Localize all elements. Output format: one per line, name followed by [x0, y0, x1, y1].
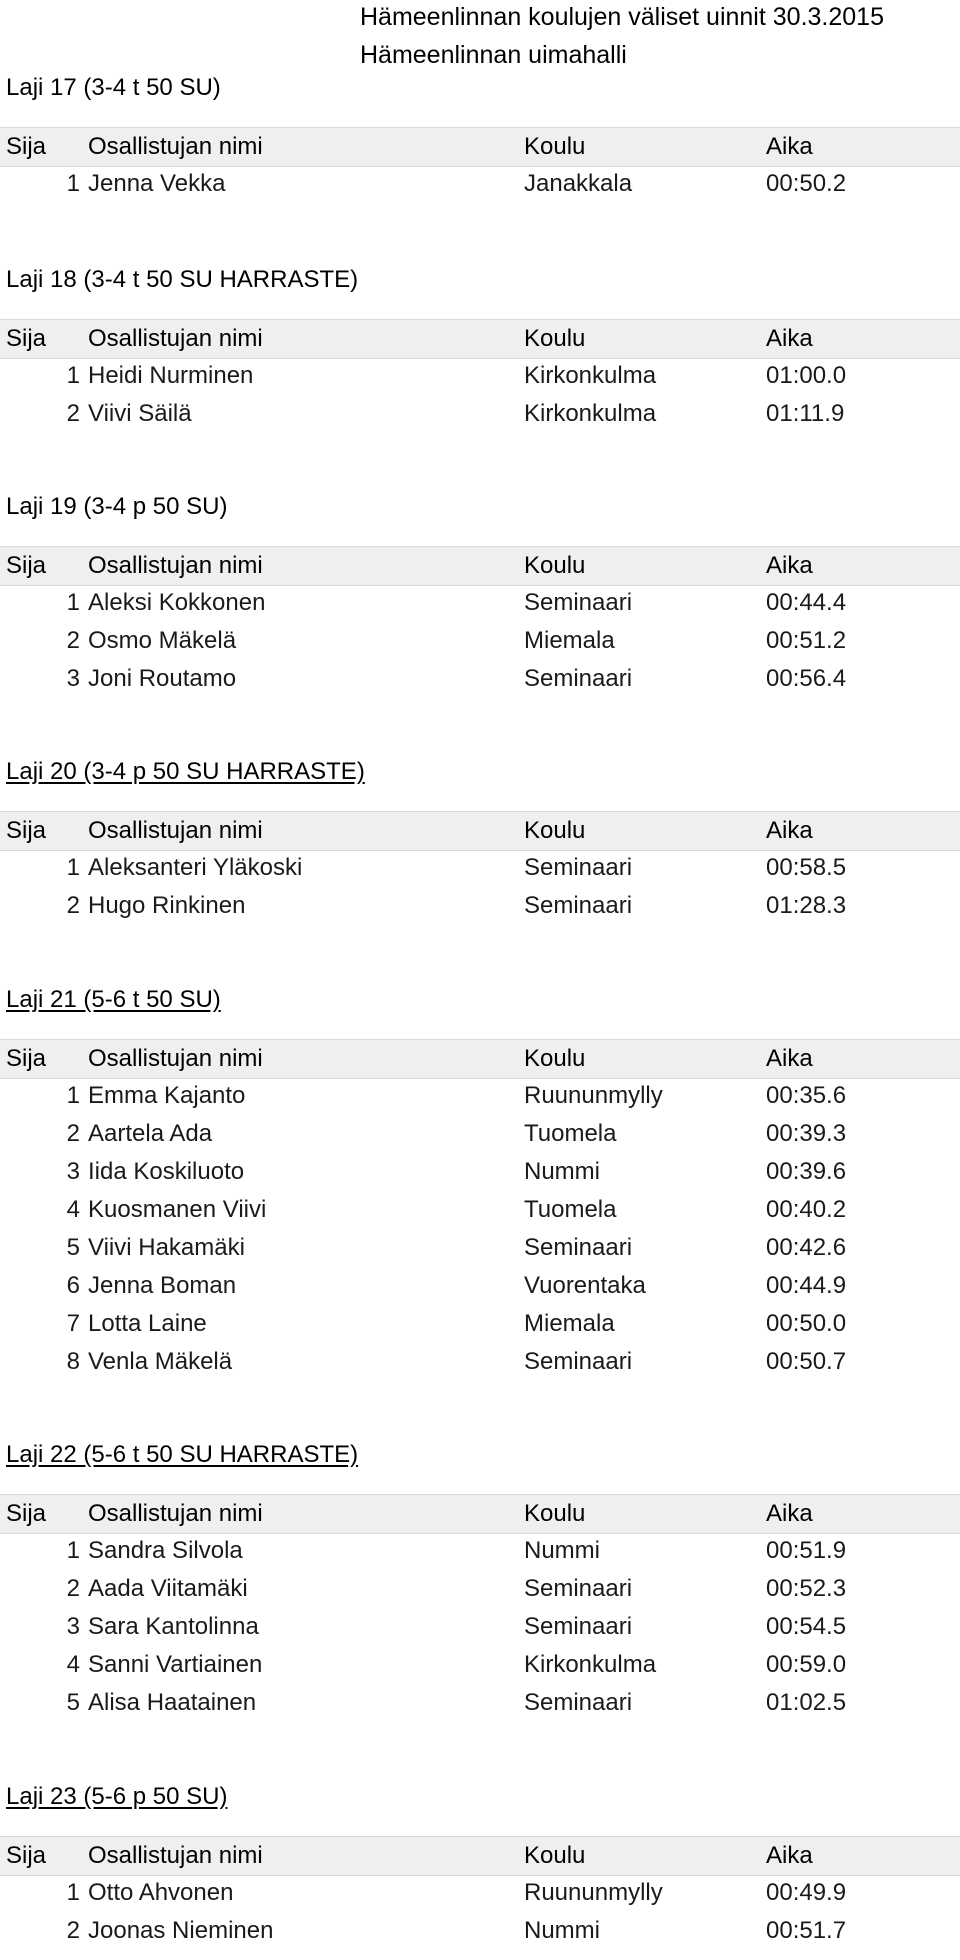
column-header-name: Osallistujan nimi — [88, 1500, 263, 1527]
school-cell: Tuomela — [524, 1196, 617, 1223]
column-header-sija: Sija — [6, 1045, 47, 1072]
name-cell: Joni Routamo — [88, 665, 237, 692]
table-header-row — [0, 127, 960, 167]
name-cell: Jenna Vekka — [88, 170, 226, 197]
school-cell: Seminaari — [524, 1234, 633, 1261]
table-row — [0, 1646, 960, 1684]
time-cell: 00:50.0 — [766, 1310, 847, 1337]
table-header-row — [0, 1836, 960, 1876]
competition-title: Hämeenlinnan koulujen väliset uinnit 30.3.2015 — [360, 3, 884, 31]
column-header-sija: Sija — [6, 325, 47, 352]
time-cell: 00:39.3 — [766, 1120, 847, 1147]
table-row — [0, 1684, 960, 1722]
table-row — [0, 849, 960, 887]
table-row — [0, 357, 960, 395]
school-cell: Seminaari — [524, 892, 633, 919]
school-cell: Ruununmylly — [524, 1082, 663, 1109]
column-header-sija: Sija — [6, 552, 47, 579]
school-cell: Seminaari — [524, 1348, 633, 1375]
table-row — [0, 660, 960, 698]
name-cell: Otto Ahvonen — [88, 1879, 234, 1906]
column-header-name: Osallistujan nimi — [88, 1842, 263, 1869]
rank-cell: 3 — [66, 1158, 80, 1185]
rank-cell: 4 — [66, 1196, 80, 1223]
column-header-name: Osallistujan nimi — [88, 817, 263, 844]
column-header-school: Koulu — [524, 552, 586, 579]
column-header-school: Koulu — [524, 325, 586, 352]
name-cell: Sara Kantolinna — [88, 1613, 259, 1640]
table-row — [0, 584, 960, 622]
name-cell: Heidi Nurminen — [88, 362, 254, 389]
name-cell: Viivi Säilä — [88, 400, 192, 427]
table-header-row — [0, 1039, 960, 1079]
table-row — [0, 1912, 960, 1950]
rank-cell: 2 — [66, 1917, 80, 1944]
event-title: Laji 21 (5-6 t 50 SU) — [6, 986, 221, 1013]
name-cell: Kuosmanen Viivi — [88, 1196, 267, 1223]
rank-cell: 2 — [66, 1120, 80, 1147]
school-cell: Seminaari — [524, 665, 633, 692]
school-cell: Nummi — [524, 1537, 600, 1564]
column-header-time: Aika — [766, 552, 813, 579]
school-cell: Seminaari — [524, 1575, 633, 1602]
column-header-sija: Sija — [6, 817, 47, 844]
school-cell: Vuorentaka — [524, 1272, 646, 1299]
school-cell: Seminaari — [524, 1689, 633, 1716]
column-header-time: Aika — [766, 1842, 813, 1869]
name-cell: Osmo Mäkelä — [88, 627, 237, 654]
column-header-name: Osallistujan nimi — [88, 133, 263, 160]
column-header-time: Aika — [766, 1045, 813, 1072]
time-cell: 00:51.9 — [766, 1537, 847, 1564]
name-cell: Joonas Nieminen — [88, 1917, 274, 1944]
table-header-row — [0, 319, 960, 359]
time-cell: 01:00.0 — [766, 362, 847, 389]
rank-cell: 5 — [66, 1234, 80, 1261]
name-cell: Sandra Silvola — [88, 1537, 243, 1564]
rank-cell: 1 — [66, 1879, 80, 1906]
time-cell: 00:39.6 — [766, 1158, 847, 1185]
column-header-time: Aika — [766, 817, 813, 844]
table-row — [0, 1305, 960, 1343]
school-cell: Kirkonkulma — [524, 400, 657, 427]
table-row — [0, 1191, 960, 1229]
column-header-name: Osallistujan nimi — [88, 552, 263, 579]
column-header-name: Osallistujan nimi — [88, 325, 263, 352]
table-row — [0, 1153, 960, 1191]
table-row — [0, 1343, 960, 1381]
rank-cell: 2 — [66, 892, 80, 919]
table-row — [0, 1077, 960, 1115]
rank-cell: 2 — [66, 400, 80, 427]
rank-cell: 6 — [66, 1272, 80, 1299]
column-header-school: Koulu — [524, 133, 586, 160]
school-cell: Seminaari — [524, 1613, 633, 1640]
name-cell: Lotta Laine — [88, 1310, 207, 1337]
school-cell: Tuomela — [524, 1120, 617, 1147]
table-row — [0, 1874, 960, 1912]
rank-cell: 1 — [66, 589, 80, 616]
column-header-school: Koulu — [524, 817, 586, 844]
table-row — [0, 1532, 960, 1570]
school-cell: Miemala — [524, 627, 615, 654]
table-row — [0, 1229, 960, 1267]
rank-cell: 5 — [66, 1689, 80, 1716]
school-cell: Nummi — [524, 1917, 600, 1944]
name-cell: Venla Mäkelä — [88, 1348, 233, 1375]
time-cell: 00:59.0 — [766, 1651, 847, 1678]
time-cell: 00:56.4 — [766, 665, 847, 692]
name-cell: Hugo Rinkinen — [88, 892, 246, 919]
school-cell: Seminaari — [524, 854, 633, 881]
school-cell: Ruununmylly — [524, 1879, 663, 1906]
table-row — [0, 622, 960, 660]
name-cell: Aartela Ada — [88, 1120, 213, 1147]
name-cell: Aada Viitamäki — [88, 1575, 248, 1602]
column-header-name: Osallistujan nimi — [88, 1045, 263, 1072]
rank-cell: 1 — [66, 362, 80, 389]
rank-cell: 1 — [66, 854, 80, 881]
column-header-school: Koulu — [524, 1500, 586, 1527]
school-cell: Nummi — [524, 1158, 600, 1185]
school-cell: Kirkonkulma — [524, 1651, 657, 1678]
name-cell: Alisa Haatainen — [88, 1689, 257, 1716]
rank-cell: 2 — [66, 1575, 80, 1602]
name-cell: Iida Koskiluoto — [88, 1158, 245, 1185]
name-cell: Emma Kajanto — [88, 1082, 246, 1109]
name-cell: Viivi Hakamäki — [88, 1234, 245, 1261]
table-row — [0, 887, 960, 925]
time-cell: 00:58.5 — [766, 854, 847, 881]
rank-cell: 1 — [66, 1082, 80, 1109]
table-header-row — [0, 1494, 960, 1534]
rank-cell: 1 — [66, 1537, 80, 1564]
event-title: Laji 22 (5-6 t 50 SU HARRASTE) — [6, 1441, 359, 1468]
event-title: Laji 17 (3-4 t 50 SU) — [6, 74, 221, 101]
name-cell: Aleksi Kokkonen — [88, 589, 266, 616]
rank-cell: 3 — [66, 1613, 80, 1640]
rank-cell: 7 — [66, 1310, 80, 1337]
time-cell: 00:51.7 — [766, 1917, 847, 1944]
table-row — [0, 1115, 960, 1153]
school-cell: Seminaari — [524, 589, 633, 616]
table-row — [0, 1608, 960, 1646]
table-header-row — [0, 546, 960, 586]
name-cell: Jenna Boman — [88, 1272, 237, 1299]
rank-cell: 4 — [66, 1651, 80, 1678]
column-header-time: Aika — [766, 325, 813, 352]
school-cell: Miemala — [524, 1310, 615, 1337]
time-cell: 00:44.4 — [766, 589, 847, 616]
column-header-time: Aika — [766, 133, 813, 160]
column-header-sija: Sija — [6, 1842, 47, 1869]
school-cell: Janakkala — [524, 170, 633, 197]
column-header-sija: Sija — [6, 133, 47, 160]
rank-cell: 1 — [66, 170, 80, 197]
time-cell: 00:42.6 — [766, 1234, 847, 1261]
table-row — [0, 395, 960, 433]
school-cell: Kirkonkulma — [524, 362, 657, 389]
column-header-sija: Sija — [6, 1500, 47, 1527]
time-cell: 00:51.2 — [766, 627, 847, 654]
rank-cell: 2 — [66, 627, 80, 654]
rank-cell: 8 — [66, 1348, 80, 1375]
time-cell: 01:11.9 — [766, 400, 845, 427]
name-cell: Sanni Vartiainen — [88, 1651, 263, 1678]
time-cell: 00:49.9 — [766, 1879, 847, 1906]
time-cell: 00:52.3 — [766, 1575, 847, 1602]
table-row — [0, 165, 960, 203]
time-cell: 00:50.7 — [766, 1348, 847, 1375]
time-cell: 01:02.5 — [766, 1689, 847, 1716]
name-cell: Aleksanteri Yläkoski — [88, 854, 303, 881]
rank-cell: 3 — [66, 665, 80, 692]
table-header-row — [0, 811, 960, 851]
column-header-time: Aika — [766, 1500, 813, 1527]
event-title: Laji 23 (5-6 p 50 SU) — [6, 1783, 228, 1810]
table-row — [0, 1570, 960, 1608]
time-cell: 00:40.2 — [766, 1196, 847, 1223]
column-header-school: Koulu — [524, 1045, 586, 1072]
table-row — [0, 1267, 960, 1305]
time-cell: 00:44.9 — [766, 1272, 847, 1299]
time-cell: 00:50.2 — [766, 170, 847, 197]
event-title: Laji 19 (3-4 p 50 SU) — [6, 493, 228, 520]
time-cell: 00:54.5 — [766, 1613, 847, 1640]
time-cell: 01:28.3 — [766, 892, 847, 919]
column-header-school: Koulu — [524, 1842, 586, 1869]
event-title: Laji 18 (3-4 t 50 SU HARRASTE) — [6, 266, 359, 293]
time-cell: 00:35.6 — [766, 1082, 847, 1109]
event-title: Laji 20 (3-4 p 50 SU HARRASTE) — [6, 758, 365, 785]
venue-title: Hämeenlinnan uimahalli — [360, 41, 627, 69]
